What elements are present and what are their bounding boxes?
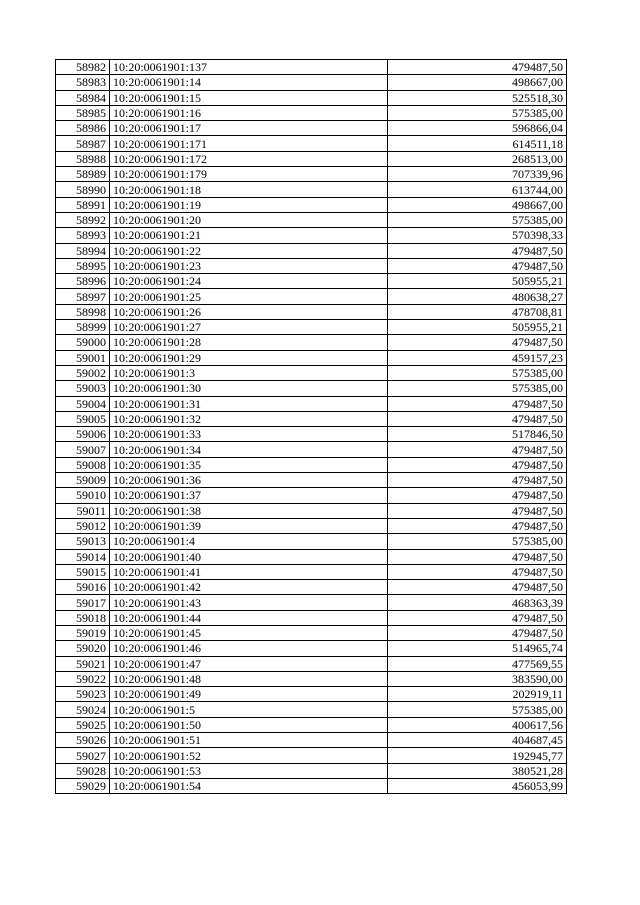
row-number-cell: 58985 [56,105,110,120]
cadastral-value-cell: 479487,50 [388,243,567,258]
table-row [56,228,567,243]
table-row [56,488,567,503]
row-number-cell: 59006 [56,427,110,442]
cadastral-number-cell: 10:20:0061901:5 [110,702,388,717]
cadastral-value-cell: 479487,50 [388,396,567,411]
row-number-cell: 58990 [56,182,110,197]
row-number-cell: 59009 [56,473,110,488]
row-number-cell: 59010 [56,488,110,503]
row-number-cell: 58995 [56,258,110,273]
cadastral-number-cell: 10:20:0061901:40 [110,549,388,564]
table-row [56,60,567,75]
cadastral-value-cell: 479487,50 [388,564,567,579]
cadastral-value-cell: 514965,74 [388,641,567,656]
row-number-cell: 58987 [56,136,110,151]
row-number-cell: 58989 [56,167,110,182]
table-row [56,289,567,304]
cadastral-number-cell: 10:20:0061901:32 [110,411,388,426]
table-row [56,182,567,197]
cadastral-number-cell: 10:20:0061901:38 [110,503,388,518]
cadastral-number-cell: 10:20:0061901:137 [110,60,388,75]
row-number-cell: 59012 [56,518,110,533]
cadastral-value-cell: 498667,00 [388,197,567,212]
cadastral-value-cell: 575385,00 [388,365,567,380]
table-row [56,396,567,411]
cadastral-number-cell: 10:20:0061901:16 [110,105,388,120]
cadastral-number-cell: 10:20:0061901:33 [110,427,388,442]
table-row [56,549,567,564]
table-row [56,671,567,686]
row-number-cell: 59005 [56,411,110,426]
cadastral-value-cell: 480638,27 [388,289,567,304]
cadastral-number-cell: 10:20:0061901:17 [110,121,388,136]
row-number-cell: 59004 [56,396,110,411]
cadastral-number-cell: 10:20:0061901:29 [110,350,388,365]
cadastral-value-cell: 479487,50 [388,580,567,595]
table-row [56,350,567,365]
table-row [56,778,567,793]
cadastral-value-cell: 477569,55 [388,656,567,671]
cadastral-value-cell: 192945,77 [388,748,567,763]
cadastral-value-cell: 479487,50 [388,610,567,625]
row-number-cell: 59025 [56,717,110,732]
cadastral-value-cell: 479487,50 [388,625,567,640]
row-number-cell: 58984 [56,90,110,105]
row-number-cell: 59003 [56,381,110,396]
cadastral-value-cell: 613744,00 [388,182,567,197]
cadastral-number-cell: 10:20:0061901:28 [110,335,388,350]
row-number-cell: 59016 [56,580,110,595]
cadastral-value-cell: 575385,00 [388,534,567,549]
cadastral-number-cell: 10:20:0061901:37 [110,488,388,503]
table-row [56,75,567,90]
table-row [56,687,567,702]
row-number-cell: 59000 [56,335,110,350]
table-row [56,534,567,549]
row-number-cell: 58996 [56,274,110,289]
row-number-cell: 59014 [56,549,110,564]
cadastral-value-cell: 380521,28 [388,763,567,778]
cadastral-value-cell: 575385,00 [388,702,567,717]
row-number-cell: 58983 [56,75,110,90]
row-number-cell: 58986 [56,121,110,136]
cadastral-number-cell: 10:20:0061901:51 [110,733,388,748]
cadastral-value-cell: 498667,00 [388,75,567,90]
table-row [56,105,567,120]
cadastral-number-cell: 10:20:0061901:46 [110,641,388,656]
table-row [56,503,567,518]
cadastral-number-cell: 10:20:0061901:4 [110,534,388,549]
table-row [56,518,567,533]
cadastral-number-cell: 10:20:0061901:20 [110,212,388,227]
table-row [56,580,567,595]
row-number-cell: 59008 [56,457,110,472]
cadastral-value-cell: 614511,18 [388,136,567,151]
row-number-cell: 59015 [56,564,110,579]
cadastral-value-cell: 468363,39 [388,595,567,610]
table-row [56,457,567,472]
row-number-cell: 58994 [56,243,110,258]
table-row [56,641,567,656]
cadastral-number-cell: 10:20:0061901:27 [110,320,388,335]
row-number-cell: 59011 [56,503,110,518]
row-number-cell: 59017 [56,595,110,610]
table-row [56,320,567,335]
cadastral-value-cell: 479487,50 [388,258,567,273]
cadastral-number-cell: 10:20:0061901:43 [110,595,388,610]
table-row [56,304,567,319]
row-number-cell: 59002 [56,365,110,380]
cadastral-value-cell: 575385,00 [388,105,567,120]
cadastral-value-cell: 479487,50 [388,411,567,426]
table-row [56,748,567,763]
row-number-cell: 59023 [56,687,110,702]
cadastral-number-cell: 10:20:0061901:42 [110,580,388,595]
table-row [56,733,567,748]
table-row [56,702,567,717]
table-row [56,212,567,227]
cadastral-value-cell: 479487,50 [388,503,567,518]
cadastral-number-cell: 10:20:0061901:14 [110,75,388,90]
cadastral-value-cell: 525518,30 [388,90,567,105]
cadastral-value-cell: 479487,50 [388,60,567,75]
cadastral-number-cell: 10:20:0061901:52 [110,748,388,763]
cadastral-number-cell: 10:20:0061901:23 [110,258,388,273]
cadastral-number-cell: 10:20:0061901:3 [110,365,388,380]
cadastral-number-cell: 10:20:0061901:44 [110,610,388,625]
table-row [56,365,567,380]
cadastral-number-cell: 10:20:0061901:50 [110,717,388,732]
table-row [56,90,567,105]
row-number-cell: 58982 [56,60,110,75]
cadastral-number-cell: 10:20:0061901:36 [110,473,388,488]
table-row [56,717,567,732]
cadastral-number-cell: 10:20:0061901:54 [110,778,388,793]
row-number-cell: 59019 [56,625,110,640]
table-row [56,335,567,350]
table-row [56,427,567,442]
cadastral-number-cell: 10:20:0061901:21 [110,228,388,243]
cadastral-number-cell: 10:20:0061901:53 [110,763,388,778]
cadastral-number-cell: 10:20:0061901:35 [110,457,388,472]
cadastral-value-cell: 575385,00 [388,212,567,227]
cadastral-number-cell: 10:20:0061901:48 [110,671,388,686]
row-number-cell: 58997 [56,289,110,304]
row-number-cell: 58991 [56,197,110,212]
row-number-cell: 59020 [56,641,110,656]
cadastral-value-cell: 383590,00 [388,671,567,686]
cadastral-number-cell: 10:20:0061901:18 [110,182,388,197]
cadastral-value-cell: 404687,45 [388,733,567,748]
cadastral-number-cell: 10:20:0061901:45 [110,625,388,640]
cadastral-value-cell: 479487,50 [388,549,567,564]
cadastral-value-cell: 456053,99 [388,778,567,793]
cadastral-number-cell: 10:20:0061901:30 [110,381,388,396]
table-row [56,243,567,258]
row-number-cell: 59022 [56,671,110,686]
cadastral-number-cell: 10:20:0061901:171 [110,136,388,151]
table-row [56,564,567,579]
cadastral-number-cell: 10:20:0061901:49 [110,687,388,702]
cadastral-value-cell: 517846,50 [388,427,567,442]
cadastral-value-cell: 478708,81 [388,304,567,319]
cadastral-number-cell: 10:20:0061901:34 [110,442,388,457]
table-row [56,167,567,182]
row-number-cell: 58992 [56,212,110,227]
row-number-cell: 59013 [56,534,110,549]
cadastral-number-cell: 10:20:0061901:41 [110,564,388,579]
row-number-cell: 58993 [56,228,110,243]
row-number-cell: 59001 [56,350,110,365]
cadastral-value-cell: 707339,96 [388,167,567,182]
table-row [56,411,567,426]
cadastral-number-cell: 10:20:0061901:39 [110,518,388,533]
cadastral-value-cell: 459157,23 [388,350,567,365]
table-row [56,473,567,488]
table-row [56,136,567,151]
cadastral-value-cell: 479487,50 [388,457,567,472]
cadastral-value-cell: 400617,56 [388,717,567,732]
cadastral-value-cell: 479487,50 [388,488,567,503]
row-number-cell: 59028 [56,763,110,778]
cadastral-number-cell: 10:20:0061901:31 [110,396,388,411]
table-body [56,60,567,794]
table-row [56,274,567,289]
cadastral-value-cell: 202919,11 [388,687,567,702]
cadastral-number-cell: 10:20:0061901:22 [110,243,388,258]
cadastral-number-cell: 10:20:0061901:179 [110,167,388,182]
cadastral-value-cell: 479487,50 [388,335,567,350]
cadastral-number-cell: 10:20:0061901:47 [110,656,388,671]
row-number-cell: 59021 [56,656,110,671]
cadastral-value-cell: 268513,00 [388,151,567,166]
cadastral-value-cell: 479487,50 [388,518,567,533]
row-number-cell: 59026 [56,733,110,748]
row-number-cell: 59007 [56,442,110,457]
cadastral-number-cell: 10:20:0061901:25 [110,289,388,304]
cadastral-value-cell: 505955,21 [388,320,567,335]
cadastral-number-cell: 10:20:0061901:172 [110,151,388,166]
row-number-cell: 58988 [56,151,110,166]
table-row [56,595,567,610]
table-row [56,258,567,273]
cadastral-number-cell: 10:20:0061901:26 [110,304,388,319]
row-number-cell: 59024 [56,702,110,717]
table-row [56,381,567,396]
cadastral-number-cell: 10:20:0061901:15 [110,90,388,105]
table-row [56,763,567,778]
cadastral-value-cell: 479487,50 [388,442,567,457]
table-row [56,442,567,457]
row-number-cell: 59027 [56,748,110,763]
row-number-cell: 59029 [56,778,110,793]
cadastral-value-cell: 596866,04 [388,121,567,136]
row-number-cell: 59018 [56,610,110,625]
cadastral-number-cell: 10:20:0061901:24 [110,274,388,289]
row-number-cell: 58999 [56,320,110,335]
table-row [56,197,567,212]
table-row [56,610,567,625]
cadastral-value-cell: 570398,33 [388,228,567,243]
cadastral-number-cell: 10:20:0061901:19 [110,197,388,212]
table-row [56,656,567,671]
cadastral-value-cell: 575385,00 [388,381,567,396]
cadastral-value-cell: 505955,21 [388,274,567,289]
table-row [56,121,567,136]
table-row [56,151,567,166]
cadastral-value-cell: 479487,50 [388,473,567,488]
table-row [56,625,567,640]
cadastral-value-table [55,59,567,794]
row-number-cell: 58998 [56,304,110,319]
